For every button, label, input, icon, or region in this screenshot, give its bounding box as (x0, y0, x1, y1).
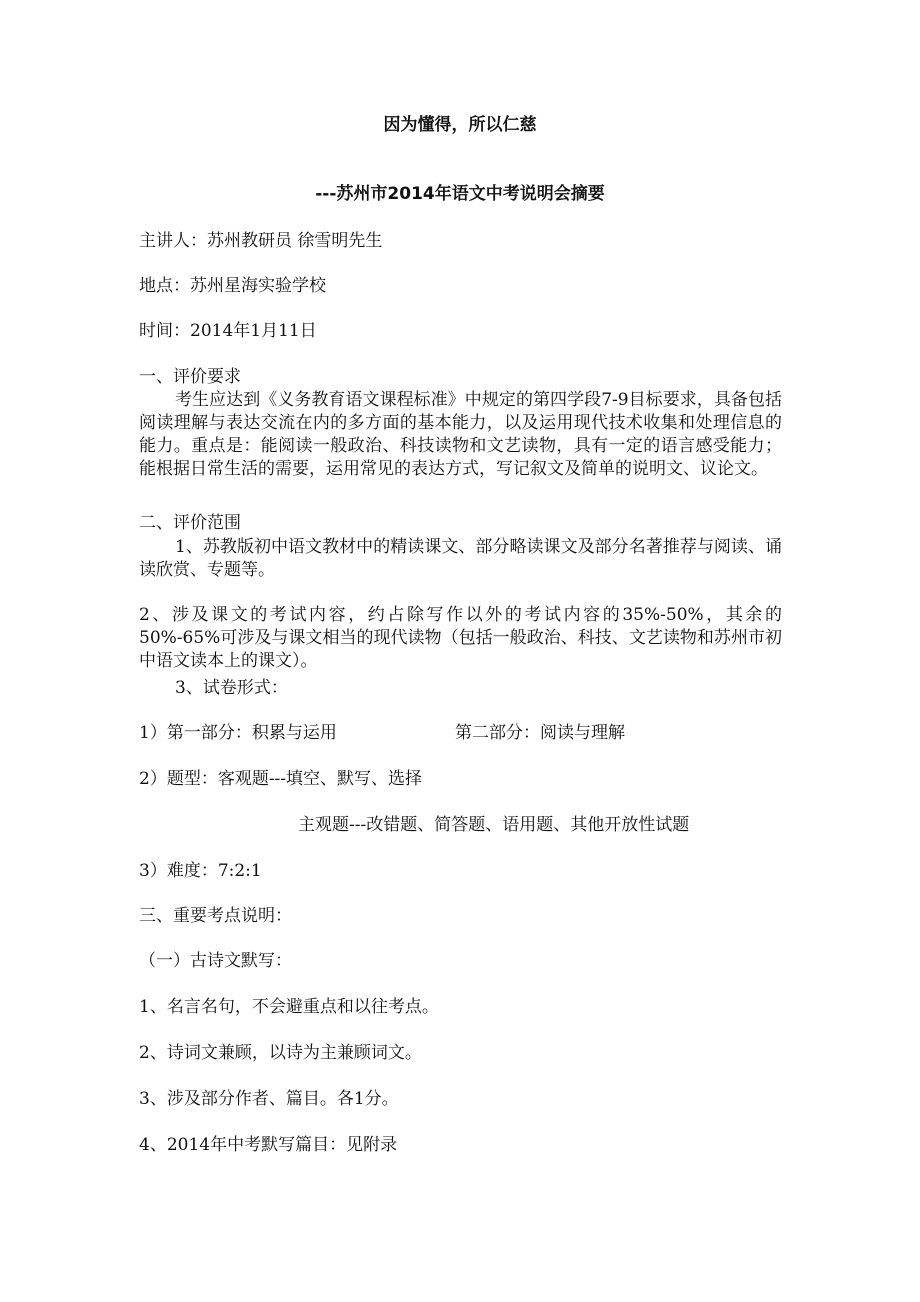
list-item: 1、名言名句，不会避重点和以往考点。 (139, 997, 439, 1017)
section2-item3: 3、试卷形式： (175, 678, 288, 698)
list-item: 2、诗词文兼顾，以诗为主兼顾词文。 (139, 1043, 422, 1063)
list-item: 3、涉及部分作者、篇目。各1分。 (139, 1089, 399, 1109)
time-line: 时间：2014年1月11日 (139, 321, 317, 341)
location-line: 地点：苏州星海实验学校 (139, 276, 326, 296)
section2-heading: 二、评价范围 (139, 513, 241, 533)
question-types: 2）题型：客观题---填空、默写、选择 (139, 769, 423, 789)
exam-part1: 1）第一部分：积累与运用 (139, 723, 337, 743)
section2-item1: 1、苏教版初中语文教材中的精读课文、部分略读课文及部分名著推荐与阅读、诵读欣赏、专题等。 (139, 537, 782, 580)
section3-heading: 三、重要考点说明： (139, 906, 292, 926)
exam-part2: 第二部分：阅读与理解 (455, 723, 625, 743)
section1-paragraph: 考生应达到《义务教育语文课程标准》中规定的第四学段7-9目标要求，具备包括阅读理解与表达交流在内的多方面的基本能力，以及运用现代技术收集和处理信息的能力。重点是：能阅读一般政治、科技读物和文艺读物，具有一定的语言感受能力；能根据日常生活的需要，运用常见的表达方式，写记叙文及简单的说明文、议论文。 (139, 390, 782, 479)
subjective-types: 主观题---改错题、简答题、语用题、其他开放性试题 (298, 815, 690, 835)
section2-item2: 2、涉及课文的考试内容，约占除写作以外的考试内容的35%-50%，其余的50%-65%可涉及与课文相当的现代读物（包括一般政治、科技、文艺读物和苏州市初中语文读本上的课文）。 (139, 605, 782, 671)
list-item: 4、2014年中考默写篇目：见附录 (139, 1135, 398, 1155)
difficulty-ratio: 3）难度：7:2:1 (139, 861, 262, 881)
speaker-line: 主讲人：苏州教研员 徐雪明先生 (139, 231, 383, 251)
section3-sub-heading: （一）古诗文默写： (139, 951, 292, 971)
document-subtitle: ---苏州市2014年语文中考说明会摘要 (315, 184, 605, 204)
section1-heading: 一、评价要求 (139, 367, 241, 387)
document-title: 因为懂得，所以仁慈 (383, 115, 537, 135)
